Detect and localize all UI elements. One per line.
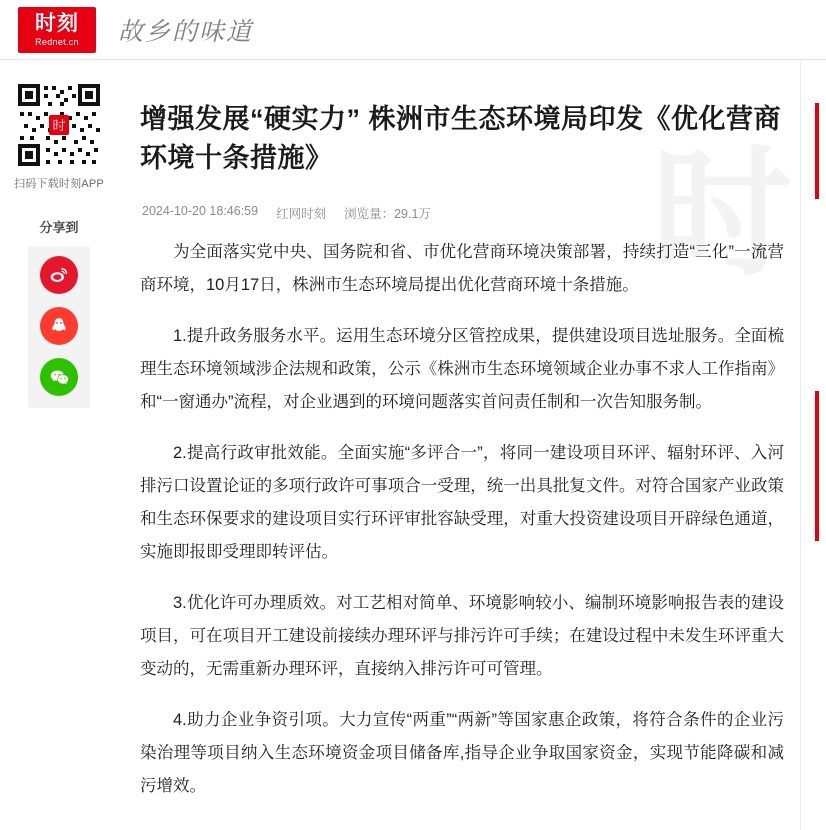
- publish-date: 2024-10-20 18:46:59: [142, 204, 259, 219]
- site-header: [0, 0, 826, 60]
- rednet-logo[interactable]: [18, 7, 96, 53]
- accent-bar-top: [815, 103, 819, 199]
- view-count: 浏览量：29.1万: [344, 207, 431, 222]
- article-container: [118, 60, 826, 821]
- qr-code-image: [16, 82, 102, 168]
- share-weibo-icon[interactable]: [40, 256, 78, 294]
- brand-script-text: 故乡的味道: [118, 18, 254, 46]
- source-label: 红网时刻: [276, 207, 327, 222]
- article-body: [140, 236, 784, 803]
- watermark-text: 时: [651, 138, 792, 293]
- paragraph: 为全面落实党中央、国务院和省、市优化营商环境决策部署，持续打造“三化”一流营商环境，10月17日，株洲市生态环境局提出优化营商环境十条措施。: [140, 243, 784, 295]
- page-body: [0, 60, 826, 829]
- paragraph: 1.提升政务服务水平。运用生态环境分区管控成果，提供建设项目选址服务。全面梳理生态环境领域涉企法规和政策，公示《株洲市生态环境领域企业办事不求人工作指南》和“一窗通办”流程，对企业遇到的环境问题落实首问责任制和一次告知服务制。: [140, 327, 784, 412]
- logo-cn-text: 时刻: [35, 10, 79, 35]
- qr-caption: 扫码下载时刻APP: [14, 178, 104, 190]
- logo-en-text: Rednet.cn: [35, 36, 79, 47]
- paragraph: 3.优化许可办理质效。对工艺相对简单、环境影响较小、编制环境影响报告表的建设项目，可在项目开工建设前接续办理环评与排污许可手续；在建设过程中未发生环评重大变动的，无需重新办理环评，直接纳入排污许可可管理。: [140, 594, 784, 679]
- share-qq-icon[interactable]: [40, 307, 78, 345]
- accent-bar-bottom: [815, 391, 819, 541]
- right-rail: [800, 61, 826, 830]
- paragraph: 2.提高行政审批效能。全面实施“多评合一”，将同一建设项目环评、辐射环评、入河排污口设置论证的多项行政许可事项合一受理，统一出具批复文件。对符合国家产业政策和生态环保要求的建设项目实行环评审批容缺受理，对重大投资建设项目开辟绿色通道，实施即报即受理即转评估。: [140, 444, 784, 562]
- share-title: 分享到: [39, 220, 79, 235]
- svg-text:时: 时: [52, 118, 66, 133]
- page-title: 增强发展“硬实力” 株洲市生态环境局印发《优化营商环境十条措施》: [140, 104, 782, 174]
- share-list: [28, 246, 90, 408]
- left-rail: [0, 60, 118, 408]
- share-wechat-icon[interactable]: [40, 358, 78, 396]
- article-meta: [140, 204, 784, 222]
- paragraph: 4.助力企业争资引项。大力宣传“两重”“两新”等国家惠企政策，将符合条件的企业污染治理等项目纳入生态环境资金项目储备库,指导企业争取国家资金，实现节能降碳和减污增效。: [140, 711, 784, 796]
